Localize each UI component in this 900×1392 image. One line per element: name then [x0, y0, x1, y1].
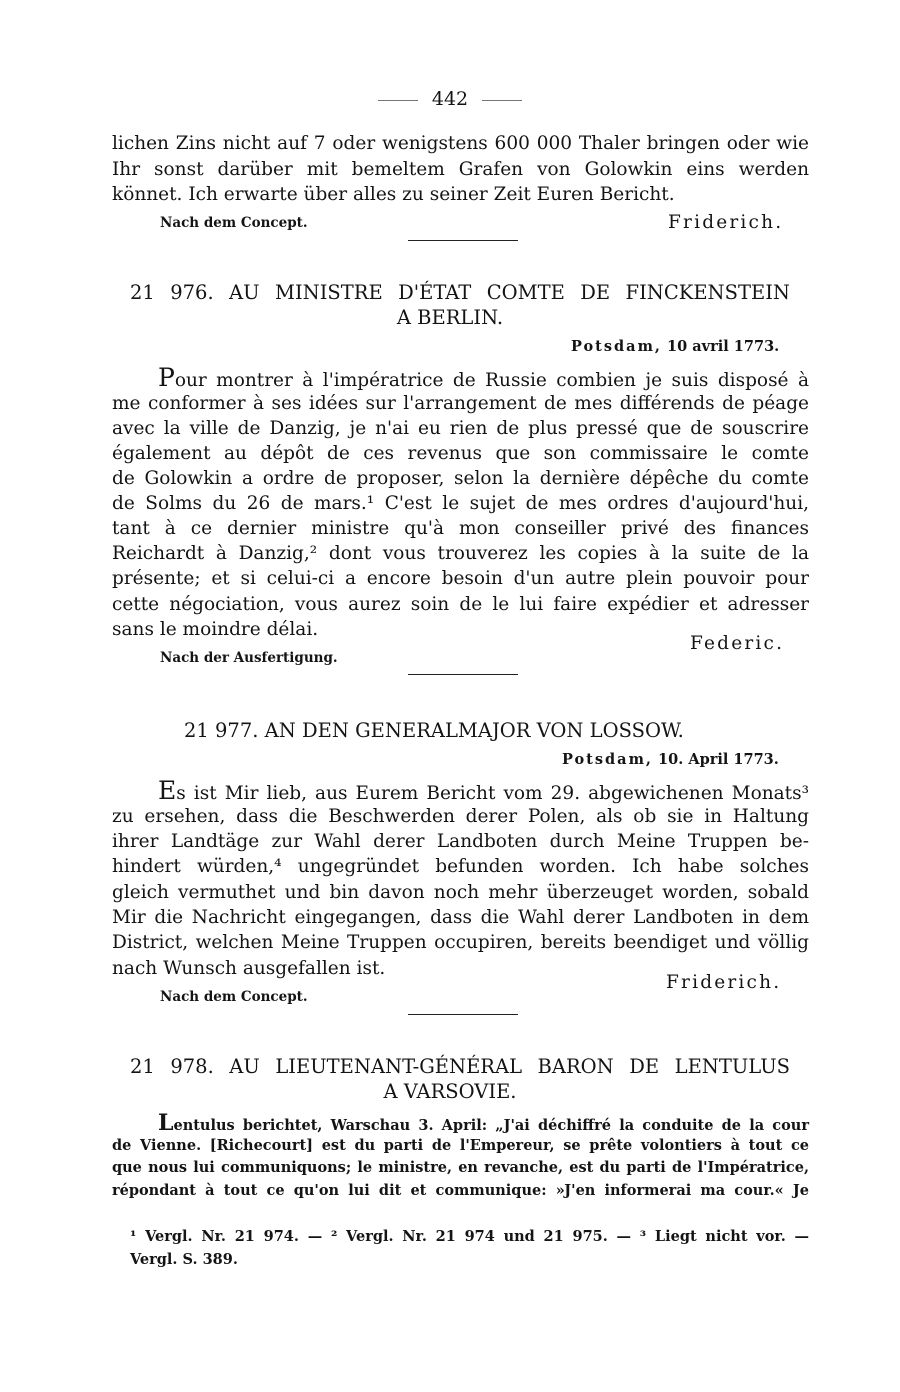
letter-line: gleich vermuthet und bin davon noch mehr überzeuget worden, sobald: [112, 882, 809, 903]
letter-heading: 21 976. AU MINISTRE D'ÉTAT COMTE DE FINCKENSTEIN: [130, 281, 790, 304]
letter-line: zu ersehen, dass die Beschwerden derer Polen, als ob sie in Haltung: [112, 806, 809, 827]
letter-line: de Golowkin a ordre de proposer, selon la dernière dépêche du comte: [112, 468, 809, 489]
first-line-text: s ist Mir lieb, aus Eurem Bericht vom 29. abgewichenen Monats³: [176, 783, 809, 804]
initial-letter: E: [158, 776, 177, 805]
place: Potsdam,: [571, 338, 662, 355]
letter-line: Mir die Nachricht eingegangen, dass die Wahl derer Landboten in dem: [112, 907, 809, 928]
signature: Friderich.: [668, 212, 784, 233]
footnote-line: ¹ Vergl. Nr. 21 974. — ² Vergl. Nr. 21 974 und 21 975. — ³ Liegt nicht vor. —: [130, 1228, 809, 1245]
letter-line: Reichardt à Danzig,² dont vous trouverez les copies à la suite de la: [112, 543, 809, 564]
letter-line: tant à ce dernier ministre qu'à mon conseiller privé des finances: [112, 518, 809, 539]
source-note: Nach dem Concept.: [160, 215, 308, 231]
place: Potsdam,: [562, 751, 653, 768]
continuation-line: könnet. Ich erwarte über alles zu seiner Zeit Euren Bericht.: [112, 184, 675, 205]
letter-first-line: [158, 1112, 809, 1137]
letter-heading: 21 978. AU LIEUTENANT-GÉNÉRAL BARON DE LENTULUS: [130, 1055, 790, 1078]
section-divider: [408, 674, 518, 675]
letter-line: cette négociation, vous aurez soin de le lui faire expédier et adresser: [112, 594, 809, 615]
initial-letter: P: [158, 363, 175, 392]
page-number: [0, 88, 900, 110]
continuation-line: Ihr sonst darüber mit bemeltem Grafen von Golowkin eins werden: [112, 159, 809, 180]
letter-line: District, welchen Meine Truppen occupiren, bereits beendiget und völlig: [112, 932, 809, 953]
letter-last-line: sans le moindre délai.: [112, 619, 319, 640]
letter-heading-line2: A VARSOVIE.: [383, 1080, 517, 1103]
footnote-line: Vergl. S. 389.: [130, 1251, 238, 1268]
place-date: [571, 338, 779, 355]
letter-line: ihrer Landtäge zur Wahl derer Landboten durch Meine Truppen be-: [112, 831, 809, 852]
letter-line: répondant à tout ce qu'on lui dit et communique: »J'en informerai ma cour.« Je: [112, 1182, 809, 1199]
signature: Friderich.: [666, 972, 782, 993]
source-note: Nach der Ausfertigung.: [160, 650, 338, 666]
date: 10 avril 1773.: [667, 338, 780, 355]
section-divider: [408, 240, 518, 241]
first-line-text: entulus berichtet, Warschau 3. April: „J'ai déchiffré la conduite de la cour: [173, 1117, 809, 1134]
letter-line: avec la ville de Danzig, je n'ai eu rien de plus pressé que de souscrire: [112, 418, 809, 439]
letter-first-line: [158, 776, 809, 806]
page-number-text: 442: [431, 88, 469, 110]
letter-last-line: nach Wunsch ausgefallen ist.: [112, 958, 386, 979]
place-date: [562, 751, 779, 768]
letter-line: que nous lui communiquons; le ministre, en revanche, est du parti de l'Impératrice,: [112, 1159, 809, 1176]
section-divider: [408, 1014, 518, 1015]
letter-line: également au dépôt de ces revenus que son commissaire le comte: [112, 443, 809, 464]
letter-line: hindert würden,⁴ ungegründet befunden worden. Ich habe solches: [112, 856, 809, 877]
continuation-line: lichen Zins nicht auf 7 oder wenigstens 600 000 Thaler bringen oder wie: [112, 133, 809, 154]
letter-first-line: [158, 363, 809, 393]
letter-heading-line2: A BERLIN.: [396, 306, 504, 329]
date: 10. April 1773.: [658, 751, 779, 768]
initial-letter: L: [158, 1110, 174, 1136]
first-line-text: our montrer à l'impératrice de Russie combien je suis disposé à: [174, 370, 809, 391]
letter-line: présente; et si celui-ci a encore besoin d'un autre plein pouvoir pour: [112, 568, 809, 589]
page-number-right-dash: [482, 100, 522, 101]
letter-line: de Solms du 26 de mars.¹ C'est le sujet de mes ordres d'aujourd'hui,: [112, 493, 809, 514]
source-note: Nach dem Concept.: [160, 989, 308, 1005]
signature: Federic.: [690, 633, 785, 654]
letter-heading: 21 977. AN DEN GENERALMAJOR VON LOSSOW.: [184, 719, 684, 742]
letter-line: me conformer à ses idées sur l'arrangement de mes différends de péage: [112, 393, 809, 414]
letter-line: de Vienne. [Richecourt] est du parti de l'Empereur, se prête volontiers à tout ce: [112, 1137, 809, 1154]
page-number-left-dash: [378, 100, 418, 101]
